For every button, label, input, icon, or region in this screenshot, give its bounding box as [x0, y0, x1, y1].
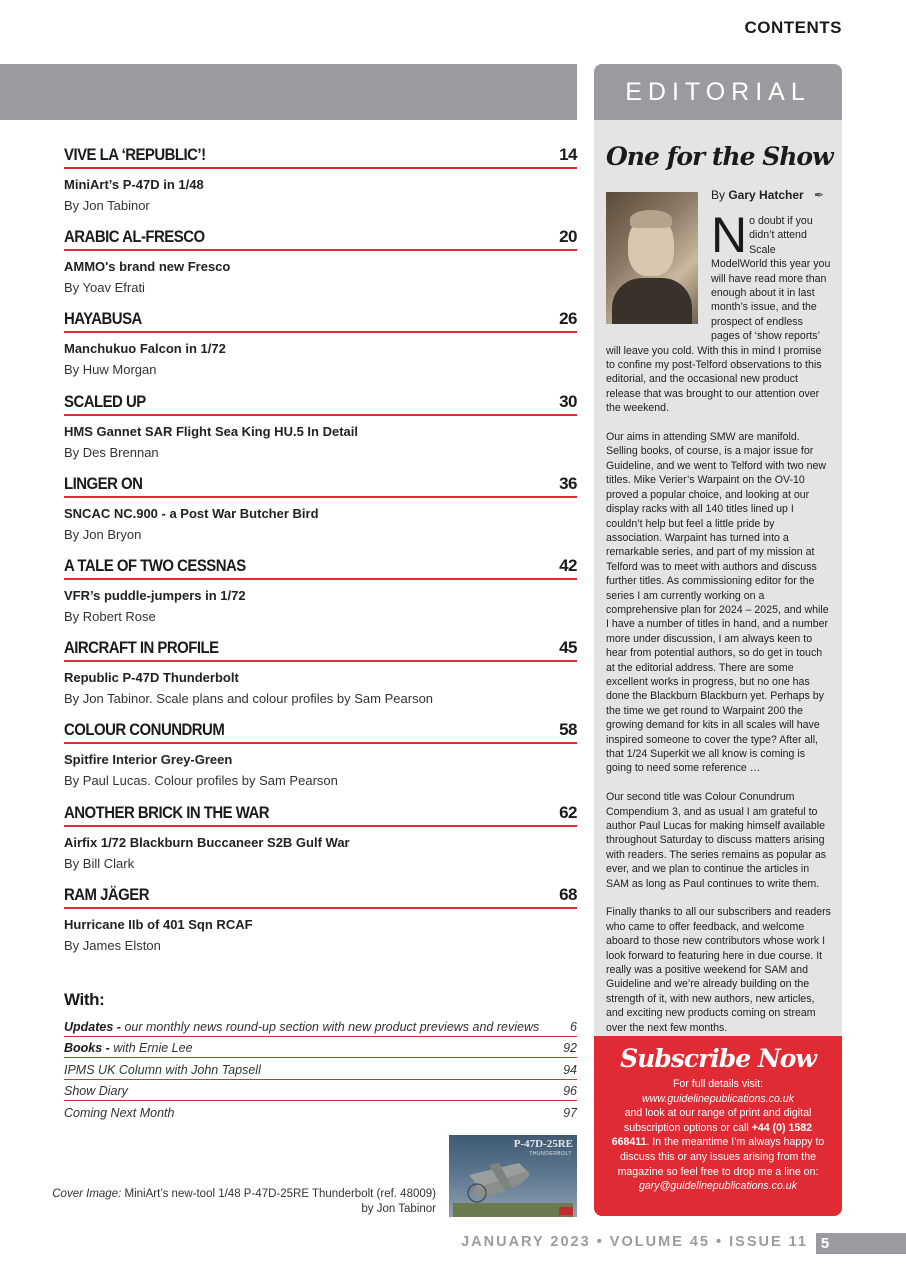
section-label: CONTENTS: [744, 18, 842, 37]
toc-entry-head: [64, 880, 577, 909]
toc-entry-head: [64, 387, 577, 416]
toc-entry-page: 20: [559, 227, 577, 247]
subscribe-line-2b: . In the meantime I’m always happy to discuss this or any issues arising from the magazine so feel free to drop me a line on:: [617, 1136, 825, 1178]
toc-entry-byline: By Yoav Efrati: [64, 280, 145, 296]
toc-entry-title: AIRCRAFT IN PROFILE: [64, 638, 219, 658]
editorial-header: EDITORIAL: [594, 64, 842, 120]
cover-thumb-subtitle: THUNDERBOLT: [529, 1151, 572, 1157]
editorial-para-4: Finally thanks to all our subscribers and readers who came to offer feedback, and welcome aboard to those new contributors whose work I look forward to featuring here in due course. It really was a positive weekend for SAM and Guideline and we’re already building on the strength of it, with new authors, new articles, and exciting new products coming on stream over the next few months.: [606, 906, 831, 1034]
with-row-bold: Updates -: [64, 1020, 125, 1035]
editorial-para-2: Our aims in attending SMW are manifold. Selling books, of course, is a major issue for Guideline, and we went to Telford with two new titles. Mike Verier’s Warpaint on the OV-10 proved a popular choice, and looking at our display racks with all 140 titles lined up I couldn’t help but feel a little pride by association. Warpaint has turned into a remarkable series, and part of my mission at Telford was to meet with authors and discuss further titles. As commissioning editor for the series I am currently working on a comprehensive plan for 2024 – 2025, and while I have a number of titles in hand, and a number more under discussion, I am always keen to hear from potential authors, so do get in touch at the editorial address. There are some excellent works in progress, but no one has done the Blackburn Blackburn yet. Perhaps by the time we get round to Warpaint 200 the growing demand for kits in all scales will have inspired someone to cover the type? After all, that 1/24 Superkit we all know is coming is going to need some reference …: [606, 431, 829, 775]
with-row-label: [64, 1063, 261, 1077]
subscribe-text: [604, 1077, 832, 1194]
with-row[interactable]: [64, 1016, 577, 1037]
toc-entry-title: LINGER ON: [64, 473, 143, 493]
toc-entry-subtitle: VFR’s puddle-jumpers in 1/72: [64, 587, 246, 603]
issue-info: JANUARY 2023 • VOLUME 45 • ISSUE 11: [461, 1234, 808, 1250]
with-row-label: [64, 1106, 174, 1120]
with-row-page: 6: [570, 1020, 577, 1035]
with-row[interactable]: [64, 1080, 577, 1101]
toc-entry-subtitle: HMS Gannet SAR Flight Sea King HU.5 In Detail: [64, 423, 358, 439]
toc-entry-head: [64, 715, 577, 744]
toc-entry-title: RAM JÄGER: [64, 884, 150, 904]
header-bar: [0, 64, 577, 120]
author-name: Gary Hatcher: [728, 188, 804, 202]
cover-caption: [16, 1187, 436, 1217]
toc-entry-byline: By Robert Rose: [64, 608, 156, 624]
editorial-para-3: Our second title was Colour Conundrum Compendium 3, and as usual I am grateful to author Paul Lucas for making himself available throughout Saturday to discuss matters arising with readers. The series remains as popular as ever, and we plan to continue the articles in SAM as long as Paul continues to write them.: [606, 791, 827, 890]
toc-entry-title: A TALE OF TWO CESSNAS: [64, 555, 246, 575]
aircraft-illustration: [449, 1135, 577, 1217]
with-row-page: 97: [563, 1105, 577, 1120]
editorial-byline: [711, 188, 804, 202]
with-row-label: [64, 1041, 193, 1055]
para-1-text: o doubt if you didn’t attend Scale ModelWorld this year you will have read more than enough about it in last month’s issue, and the prospect of endless pages of ‘show reports’ will leave you cold. With this in mind I promise to confine my post-Telford observations to this editorial, and the occasional new product release that was brought to our attention over the weekend.: [606, 215, 831, 415]
toc-entry-byline: By Jon Bryon: [64, 526, 142, 542]
toc-entry-byline: By Huw Morgan: [64, 362, 157, 378]
subscribe-line-1: For full details visit:: [672, 1078, 764, 1090]
with-row-text: IPMS UK Column with John Tapsell: [64, 1062, 261, 1077]
editorial-text: [606, 207, 832, 1036]
with-row-text: our monthly news round-up section with new product previews and reviews: [124, 1020, 540, 1035]
toc-entry[interactable]: [64, 551, 577, 633]
toc-entry-title: ANOTHER BRICK IN THE WAR: [64, 802, 270, 822]
pen-icon: ✒: [814, 188, 825, 202]
toc-entry[interactable]: [64, 469, 577, 551]
toc-entry-page: 26: [559, 309, 577, 329]
toc-entry-byline: By Jon Tabinor. Scale plans and colour profiles by Sam Pearson: [64, 691, 434, 707]
with-row-text: with Ernie Lee: [113, 1041, 193, 1056]
toc-entry-subtitle: Hurricane IIb of 401 Sqn RCAF: [64, 916, 253, 932]
with-row[interactable]: [64, 1101, 577, 1122]
toc-entry[interactable]: [64, 387, 577, 469]
with-row-bold: Books -: [64, 1041, 114, 1056]
cover-caption-label: Cover Image:: [52, 1188, 125, 1200]
with-row-page: 94: [563, 1062, 577, 1077]
toc-entry-subtitle: MiniArt’s P-47D in 1/48: [64, 177, 204, 192]
cover-caption-by: by Jon Tabinor: [361, 1203, 436, 1215]
toc-entry-subtitle: Airfix 1/72 Blackburn Buccaneer S2B Gulf War: [64, 834, 350, 850]
byline-prefix: By: [711, 188, 729, 202]
with-row-page: 96: [563, 1083, 577, 1098]
toc-entry-subtitle: Republic P-47D Thunderbolt: [64, 670, 239, 686]
with-section: [64, 990, 577, 1122]
toc-entry[interactable]: [64, 140, 577, 222]
toc-entry-page: 68: [559, 884, 577, 904]
toc-entry[interactable]: [64, 304, 577, 386]
toc-entry-title: HAYABUSA: [64, 309, 142, 329]
toc-entry-page: 58: [559, 720, 577, 740]
subscribe-phone: +44 (0) 1582 668411: [611, 1121, 813, 1149]
with-row-text: Show Diary: [64, 1083, 128, 1098]
photo-spacer: [606, 214, 711, 332]
toc-entry-head: [64, 633, 577, 662]
toc-entry-title: VIVE LA ‘REPUBLIC’!: [64, 145, 206, 164]
with-row-label: [64, 1084, 128, 1098]
with-row-page: 92: [563, 1041, 577, 1056]
toc-entry[interactable]: [64, 222, 577, 304]
toc-entry-page: 14: [559, 145, 577, 164]
with-row-label: [64, 1020, 539, 1034]
subscribe-title: Subscribe Now: [620, 1044, 816, 1073]
toc-entry-title: SCALED UP: [64, 391, 146, 411]
toc-entry-title: COLOUR CONUNDRUM: [64, 720, 225, 740]
toc-entry[interactable]: [64, 798, 577, 880]
editorial-headline: One for the Show: [606, 142, 833, 171]
toc-entry-head: [64, 469, 577, 498]
toc-entry[interactable]: [64, 633, 577, 715]
toc-entry-head: [64, 304, 577, 333]
toc-entry-subtitle: SNCAC NC.900 - a Post War Butcher Bird: [64, 505, 319, 521]
page-number: 5: [818, 1234, 832, 1253]
cover-thumbnail: [449, 1135, 577, 1217]
with-title: With:: [64, 990, 105, 1009]
toc-entry-subtitle: Spitfire Interior Grey-Green: [64, 752, 233, 768]
with-row[interactable]: [64, 1058, 577, 1079]
toc-entry-page: 42: [559, 555, 577, 575]
with-list: [64, 1016, 577, 1122]
toc-entry-byline: By Jon Tabinor: [64, 198, 150, 213]
toc-entry-byline: By James Elston: [64, 937, 161, 953]
subscribe-box: [594, 1036, 842, 1216]
toc-entry-subtitle: Manchukuo Falcon in 1/72: [64, 341, 226, 357]
with-row-text: Coming Next Month: [64, 1105, 175, 1120]
toc-entry-byline: By Des Brennan: [64, 444, 159, 460]
cover-caption-text: MiniArt’s new-tool 1/48 P-47D-25RE Thunderbolt (ref. 48009): [124, 1188, 436, 1200]
toc-entry[interactable]: [64, 880, 577, 962]
toc-entry-head: [64, 140, 577, 169]
subscribe-email-link[interactable]: gary@guidelinepublications.co.uk: [639, 1180, 797, 1193]
table-of-contents: [64, 140, 577, 962]
toc-entry-head: [64, 551, 577, 580]
toc-entry[interactable]: [64, 715, 577, 797]
toc-entry-byline: By Paul Lucas. Colour profiles by Sam Pearson: [64, 773, 338, 789]
toc-entry-subtitle: AMMO's brand new Fresco: [64, 259, 231, 275]
toc-entry-head: [64, 222, 577, 251]
toc-entry-byline: By Bill Clark: [64, 855, 135, 871]
with-row[interactable]: [64, 1037, 577, 1058]
toc-entry-page: 30: [559, 391, 577, 411]
subscribe-line-2a: and look at our range of print and digital subscription options or call: [623, 1107, 812, 1134]
editorial-panel: [594, 64, 842, 1036]
subscribe-url-link[interactable]: www.guidelinepublications.co.uk: [642, 1092, 794, 1105]
toc-entry-page: 62: [559, 802, 577, 822]
toc-entry-title: ARABIC AL-FRESCO: [64, 227, 205, 247]
dropcap: N: [711, 207, 748, 263]
cover-thumb-title: P-47D-25RE: [513, 1138, 573, 1150]
toc-entry-page: 45: [559, 638, 577, 658]
toc-entry-page: 36: [559, 473, 577, 493]
toc-entry-head: [64, 798, 577, 827]
